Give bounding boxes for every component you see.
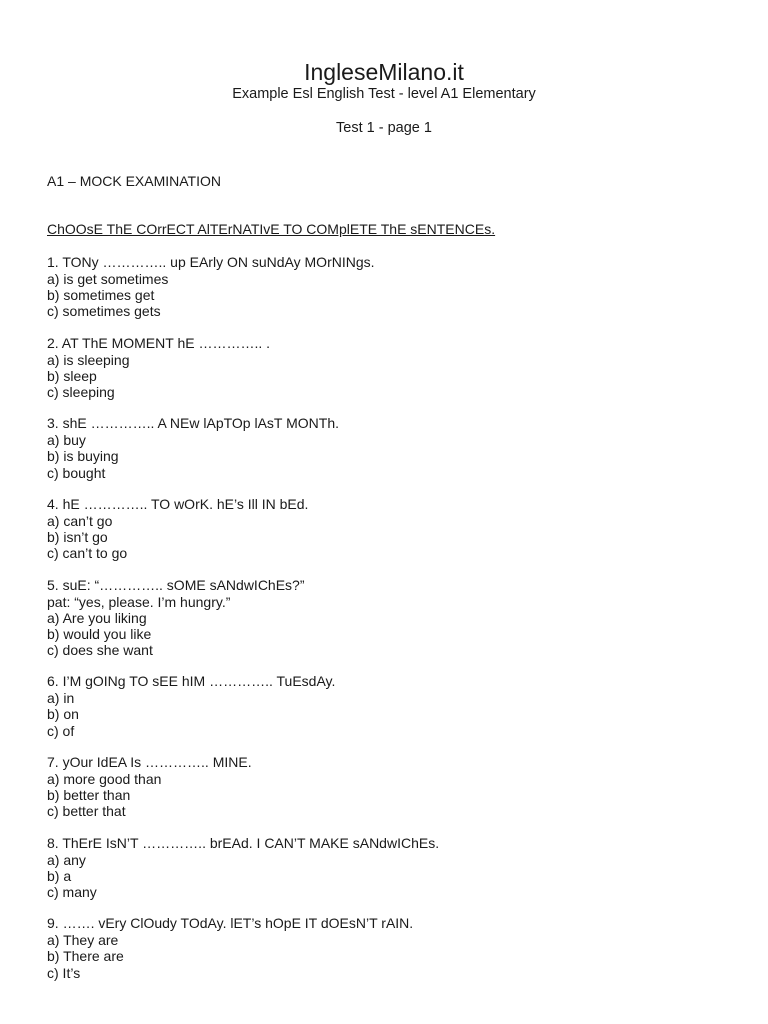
question-text: 6. I’M gOINg TO sEE hIM ………….. TuEsdAy. [47,673,336,690]
site-title: IngleseMilano.it [304,59,464,85]
option-a: a) is get sometimes [47,271,169,287]
question-3 [47,414,737,480]
question-7 [47,753,737,819]
option-c: c) of [47,722,75,739]
section-title: A1 – MOCK EXAMINATION [47,173,221,189]
option-b: b) a [47,867,72,884]
test-subtitle: Example Esl English Test - level A1 Elementary [232,86,536,102]
option-c: c) It’s [47,964,81,981]
option-c: c) sometimes gets [47,303,161,320]
question-list [47,253,737,995]
option-b: b) sometimes get [47,287,155,304]
option-c: c) many [47,883,97,900]
option-b: b) on [47,706,79,723]
option-b: b) There are [47,948,124,965]
question-4 [47,495,737,561]
question-text: 2. AT ThE MOMENT hE ………….. . [47,334,271,351]
option-a: a) more good than [47,771,162,788]
question-text: 4. hE ………….. TO wOrK. hE’s Ill IN bEd. [47,496,309,513]
question-6 [47,672,737,738]
question-8 [47,834,737,900]
option-c: c) sleeping [47,383,115,400]
question-1 [47,253,737,319]
option-c: c) can’t to go [47,545,128,562]
question-text: 3. shE ………….. A NEw lApTOp lAsT MONTh. [47,415,340,432]
option-b: b) is buying [47,448,119,465]
question-text: 8. ThErE IsN’T ………….. brEAd. I CAN’T MAKE sANdwIChEs. [47,834,440,851]
question-text: 5. suE: “………….. sOME sANdwIChEs?” [47,576,305,593]
question-text: 9. ……. vEry ClOudy TOdAy. lET’s hOpE IT dOEsN’T rAIN. [47,915,414,932]
option-a: a) They are [47,932,119,949]
option-a: a) is sleeping [47,351,130,368]
question-9 [47,914,737,980]
question-text: 1. TONy ………….. up EArly ON suNdAy MOrNINgs. [47,254,375,270]
option-a: a) can’t go [47,513,113,530]
option-c: c) better that [47,803,126,820]
option-a: a) Are you liking [47,609,147,626]
option-a: a) in [47,690,75,707]
question-5 [47,576,737,658]
option-a: a) any [47,851,86,868]
question-dialogue-line: pat: “yes, please. I’m hungry.” [47,593,231,610]
question-2 [47,334,737,400]
option-c: c) does she want [47,641,153,658]
question-text: 7. yOur IdEA Is ………….. MINE. [47,754,252,771]
option-b: b) sleep [47,367,97,384]
instruction-text: ChOOsE ThE COrrECT AlTErNATIvE TO COMplETE ThE sENTENCEs. [47,221,496,237]
option-b: b) would you like [47,625,152,642]
option-b: b) isn’t go [47,529,108,546]
option-a: a) buy [47,432,86,449]
option-b: b) better than [47,787,131,804]
option-c: c) bought [47,464,106,481]
page-reference: Test 1 - page 1 [336,120,432,136]
